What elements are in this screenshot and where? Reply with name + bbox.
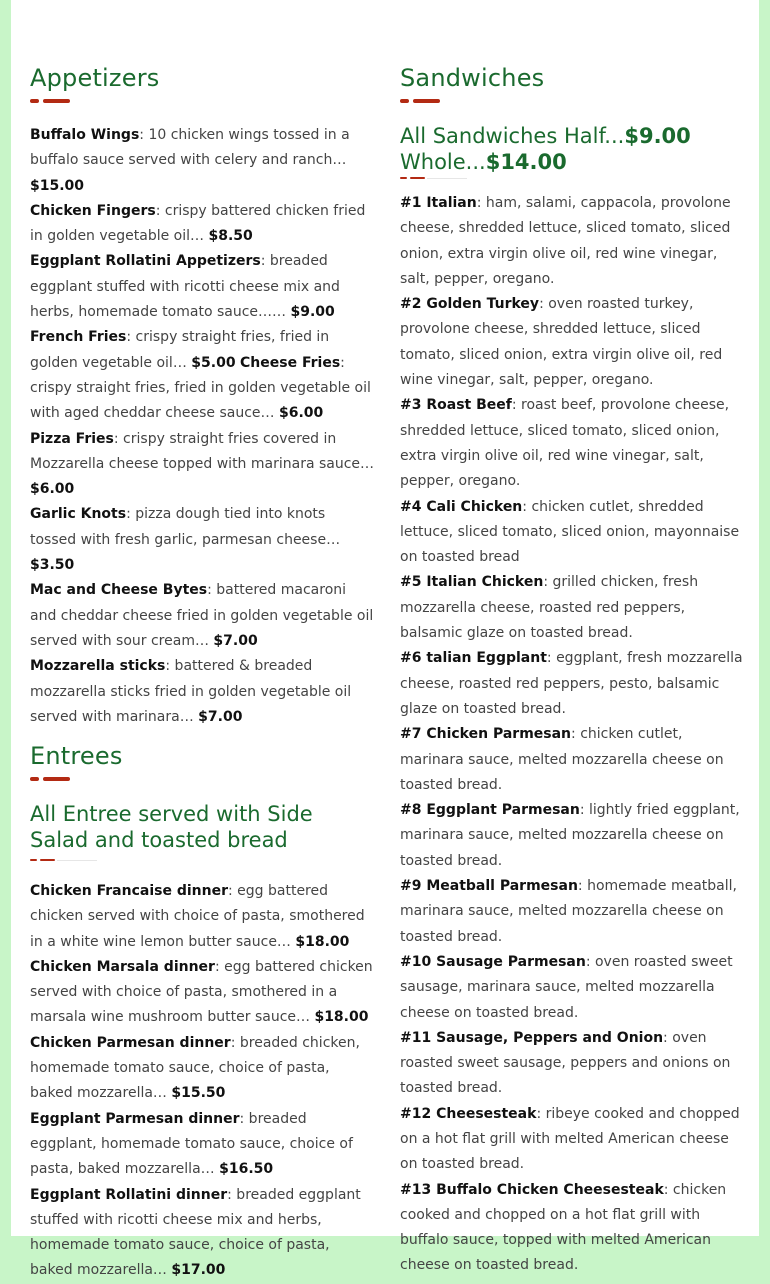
menu-item-chicken-fingers: [30, 199, 375, 250]
item-name: #7 Chicken Parmesan: [400, 726, 572, 743]
item-description: : oven roasted turkey, provolone cheese, shredded lettuce, sliced tomato, sliced onion, extra virgin olive oil, red wine vinegar, salt, pepper, oregano.: [400, 296, 723, 389]
menu-item-eggplant-rollatini-appetizers: [30, 249, 375, 325]
item-price: $15.50: [171, 1085, 226, 1102]
item-description: : chicken cutlet, shredded lettuce, sliced tomato, sliced onion, mayonnaise on toasted bread: [400, 498, 740, 566]
item-description: : crispy straight fries, fried in golden vegetable oil…: [30, 329, 330, 371]
menu-item-eggplant-rollatini-dinner: [30, 1183, 375, 1284]
item-name: #5 Italian Chicken: [400, 574, 544, 591]
item-name: Mac and Cheese Bytes: [30, 582, 208, 599]
appetizers-list: [30, 123, 375, 730]
item-description: : egg battered chicken served with choice of pasta, smothered in a white wine lemon butter sauce…: [30, 883, 365, 950]
item-description: : ham, salami, cappacola, provolone cheese, shredded lettuce, sliced tomato, sliced onion, extra virgin olive oil, red wine vinegar, salt, pepper, oregano.: [400, 195, 731, 287]
item-name: #3 Roast Beef: [400, 397, 512, 414]
item-price: $9.00: [290, 304, 335, 321]
item-description: : battered & breaded mozzarella sticks fried in golden vegetable oil served with marinara…: [30, 658, 352, 725]
item-name: #6 talian Eggplant: [400, 650, 547, 667]
item-description: : oven roasted sweet sausage, peppers and onions on toasted bread.: [400, 1029, 731, 1097]
item-description: : 10 chicken wings tossed in a buffalo sauce served with celery and ranch…: [30, 127, 350, 169]
item-description: : crispy straight fries covered in Mozzarella cheese topped with marinara sauce…: [30, 430, 375, 472]
item-price: $15.00: [30, 177, 85, 194]
menu-item-chicken-marsala: [30, 955, 375, 1031]
half-label: All Sandwiches Half...: [400, 124, 625, 148]
item-description-cheese-fries: : crispy straight fries, fried in golden vegetable oil with aged cheddar cheese sauce…: [30, 354, 371, 422]
item-name: Mozzarella sticks: [30, 658, 166, 675]
menu-item-sandwich-5: [400, 570, 745, 646]
item-description: : roast beef, provolone cheese, shredded lettuce, sliced tomato, sliced onion, extra virgin olive oil, red wine vinegar, salt, pepper, oregano.: [400, 397, 730, 490]
menu-item-sandwich-4: [400, 495, 745, 571]
item-description: : breaded eggplant stuffed with ricotti cheese mix and herbs, homemade tomato sauce……: [30, 253, 340, 321]
item-description: : breaded eggplant, homemade tomato sauce, choice of pasta, baked mozzarella…: [30, 1110, 353, 1178]
sandwiches-list: [400, 191, 745, 1279]
menu-item-sandwich-11: [400, 1026, 745, 1102]
item-price: $8.50: [208, 228, 253, 245]
menu-item-sandwich-7: [400, 722, 745, 798]
menu-item-mozzarella-sticks: [30, 654, 375, 730]
menu-item-sandwich-10: [400, 950, 745, 1026]
item-price: $5.00: [191, 354, 236, 371]
item-name: Eggplant Rollatini dinner: [30, 1186, 228, 1203]
item-name: Eggplant Parmesan dinner: [30, 1110, 240, 1127]
menu-item-eggplant-parmesan-dinner: [30, 1107, 375, 1183]
item-name-cheese-fries: Cheese Fries: [240, 354, 341, 371]
item-name: #13 Buffalo Chicken Cheesesteak: [400, 1181, 664, 1198]
item-name: Chicken Parmesan dinner: [30, 1034, 231, 1051]
item-price: $17.00: [171, 1262, 226, 1279]
item-name: Chicken Marsala dinner: [30, 958, 215, 975]
menu-item-sandwich-1: [400, 191, 745, 292]
item-description: : ribeye cooked and chopped on a hot flat grill with melted American cheese on toasted bread.: [400, 1105, 740, 1173]
item-price: $3.50: [30, 557, 75, 574]
menu-item-sandwich-6: [400, 646, 745, 722]
entrees-heading: Entrees: [30, 742, 123, 770]
item-description: : egg battered chicken served with choice of pasta, smothered in a marsala wine mushroom butter sauce…: [30, 958, 373, 1026]
item-name: #4 Cali Chicken: [400, 498, 523, 515]
menu-item-sandwich-9: [400, 874, 745, 950]
menu-item-garlic-knots: [30, 502, 375, 578]
menu-item-sandwich-8: [400, 798, 745, 874]
item-price: $7.00: [198, 708, 243, 725]
item-description: : eggplant, fresh mozzarella cheese, roasted red peppers, pesto, balsamic glaze on toasted bread.: [400, 650, 743, 717]
item-name: #2 Golden Turkey: [400, 296, 540, 313]
appetizers-heading: Appetizers: [30, 64, 160, 92]
menu-page: [11, 0, 759, 1279]
menu-item-french-fries: [30, 325, 375, 426]
item-price: $16.50: [219, 1161, 274, 1178]
whole-price: $14.00: [485, 150, 567, 174]
item-price-cheese-fries: $6.00: [278, 405, 324, 422]
menu-item-chicken-parmesan-dinner: [30, 1031, 375, 1107]
menu-item-mac-and-cheese-bytes: [30, 578, 375, 654]
item-name: Eggplant Rollatini Appetizers: [30, 253, 261, 270]
item-name: #10 Sausage Parmesan: [400, 953, 586, 970]
item-name: #11 Sausage, Peppers and Onion: [400, 1029, 664, 1046]
item-price: $18.00: [295, 933, 350, 950]
item-description: : battered macaroni and cheddar cheese fried in golden vegetable oil served with sour cream…: [30, 582, 374, 649]
item-description: : pizza dough tied into knots tossed with fresh garlic, parmesan cheese…: [30, 506, 341, 548]
item-description: : crispy battered chicken fried in golden vegetable oil…: [30, 202, 366, 245]
item-name: Pizza Fries: [30, 430, 114, 447]
menu-item-chicken-francaise: [30, 879, 375, 955]
item-price: $7.00: [213, 632, 258, 649]
menu-item-sandwich-3: [400, 393, 745, 494]
item-description: : grilled chicken, fresh mozzarella cheese, roasted red peppers, balsamic glaze on toasted bread.: [400, 574, 699, 642]
sandwiches-heading: Sandwiches: [400, 64, 545, 92]
item-name: #8 Eggplant Parmesan: [400, 802, 580, 819]
menu-item-sandwich-2: [400, 292, 745, 393]
item-name: #12 Cheesesteak: [400, 1105, 537, 1122]
item-name: Garlic Knots: [30, 506, 127, 523]
item-name: #9 Meatball Parmesan: [400, 878, 578, 895]
item-description: : lightly fried eggplant, marinara sauce, melted mozzarella cheese on toasted bread.: [400, 802, 740, 869]
item-name: Buffalo Wings: [30, 127, 140, 143]
item-price: $18.00: [314, 1009, 369, 1026]
item-name: French Fries: [30, 329, 127, 346]
item-description: : oven roasted sweet sausage, marinara sauce, melted mozzarella cheese on toasted bread.: [400, 953, 733, 1021]
item-description: : breaded eggplant stuffed with ricotti cheese mix and herbs, homemade tomato sauce, choice of pasta, baked mozzarella…: [30, 1186, 361, 1279]
menu-item-pizza-fries: [30, 427, 375, 503]
item-description: : breaded chicken, homemade tomato sauce, choice of pasta, baked mozzarella…: [30, 1034, 360, 1102]
sandwiches-subheading: [400, 123, 745, 175]
entrees-list: [30, 879, 375, 1284]
item-name: Chicken Francaise dinner: [30, 883, 228, 899]
item-description: : homemade meatball, marinara sauce, melted mozzarella cheese on toasted bread.: [400, 878, 737, 945]
menu-item-sandwich-12: [400, 1102, 745, 1178]
half-price: $9.00: [624, 124, 691, 148]
item-name: Chicken Fingers: [30, 202, 156, 219]
item-description: : chicken cooked and chopped on a hot flat grill with buffalo sauce, topped with melted American cheese on toasted bread.: [400, 1181, 727, 1274]
menu-item-buffalo-wings: [30, 123, 375, 199]
whole-label: Whole...: [400, 150, 486, 174]
item-name: #1 Italian: [400, 195, 477, 211]
menu-item-sandwich-13: [400, 1178, 745, 1279]
item-price: $6.00: [30, 481, 75, 498]
item-description: : chicken cutlet, marinara sauce, melted mozzarella cheese on toasted bread.: [400, 726, 724, 793]
entrees-subheading: All Entree served with Side Salad and toasted bread: [30, 802, 313, 852]
